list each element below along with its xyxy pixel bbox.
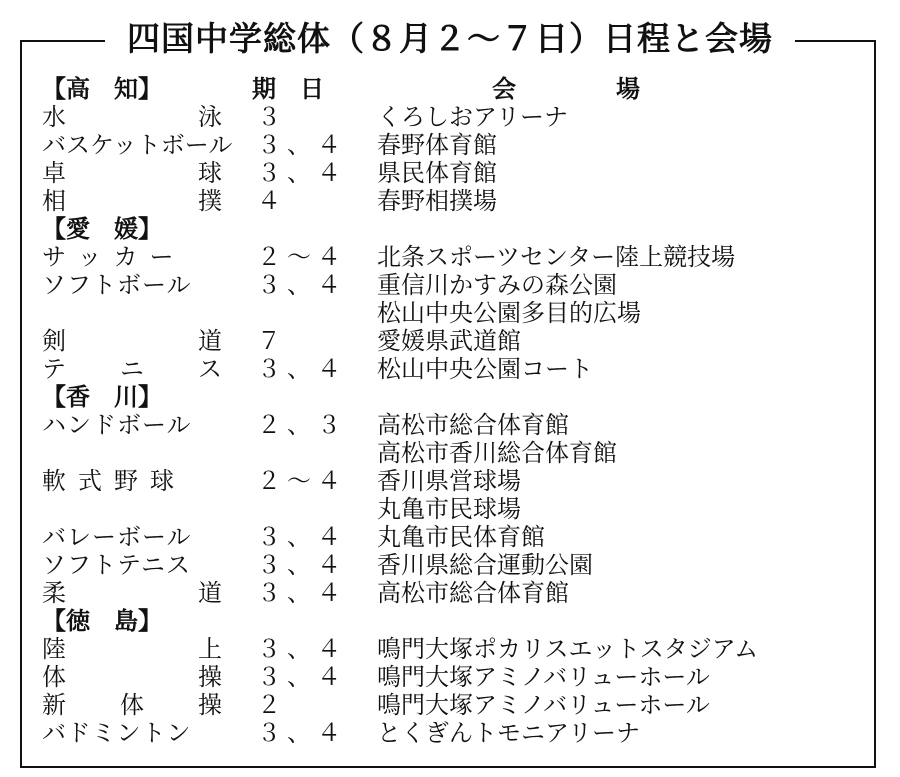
schedule-row bbox=[42, 635, 862, 663]
schedule-row bbox=[42, 719, 862, 747]
page-title: 四国中学総体（８月２～７日）日程と会場 bbox=[105, 14, 795, 64]
sport-name: 卓 球 bbox=[42, 159, 222, 187]
column-header-row bbox=[42, 75, 862, 103]
venue-column-header: 会場 bbox=[492, 75, 740, 103]
sport-name: 柔 道 bbox=[42, 579, 222, 607]
sport-name: 軟式野球 bbox=[42, 467, 186, 495]
prefecture-heading: 【香 川】 bbox=[42, 383, 162, 411]
venue-name: 愛媛県武道館 bbox=[377, 327, 521, 355]
event-dates: ３、４ bbox=[257, 663, 347, 691]
prefecture-heading-row bbox=[42, 607, 862, 635]
venue-name: 鳴門大塚ポカリスエットスタジアム bbox=[377, 635, 759, 663]
schedule-row bbox=[42, 159, 862, 187]
event-dates: ３、４ bbox=[257, 523, 347, 551]
event-dates: ３、４ bbox=[257, 131, 347, 159]
schedule-rows bbox=[42, 103, 862, 747]
event-dates: ２～４ bbox=[257, 467, 347, 495]
prefecture-heading: 【愛 媛】 bbox=[42, 215, 162, 243]
schedule-row bbox=[42, 663, 862, 691]
event-dates: ３、４ bbox=[257, 719, 347, 747]
event-dates: ３、４ bbox=[257, 355, 347, 383]
venue-name: くろしおアリーナ bbox=[377, 103, 569, 131]
schedule-row bbox=[42, 327, 862, 355]
sport-name: バドミントン bbox=[42, 719, 192, 747]
title-bar bbox=[0, 14, 900, 64]
venue-name: 春野相撲場 bbox=[377, 187, 497, 215]
event-dates: ２～４ bbox=[257, 243, 347, 271]
sport-name: バレーボール bbox=[42, 523, 192, 551]
venue-name: 北条スポーツセンター陸上競技場 bbox=[377, 243, 736, 271]
schedule-row bbox=[42, 523, 862, 551]
schedule-row bbox=[42, 495, 862, 523]
schedule-row bbox=[42, 467, 862, 495]
venue-name: 松山中央公園多目的広場 bbox=[377, 299, 641, 327]
sport-name: 水 泳 bbox=[42, 103, 222, 131]
event-dates: ３、４ bbox=[257, 579, 347, 607]
event-dates: ２、３ bbox=[257, 411, 347, 439]
event-dates: ３、４ bbox=[257, 635, 347, 663]
schedule-row bbox=[42, 355, 862, 383]
sport-name: サッカー bbox=[42, 243, 186, 271]
sport-name: ソフトテニス bbox=[42, 551, 192, 579]
venue-name: 春野体育館 bbox=[377, 131, 497, 159]
sport-name: 剣 道 bbox=[42, 327, 222, 355]
prefecture-heading-kochi: 【高 知】 bbox=[42, 75, 162, 103]
sport-name: 体 操 bbox=[42, 663, 222, 691]
sport-name: 相 撲 bbox=[42, 187, 222, 215]
sport-name: ハンドボール bbox=[42, 411, 192, 439]
schedule-row bbox=[42, 271, 862, 299]
sport-name: ソフトボール bbox=[42, 271, 192, 299]
event-dates: ３、４ bbox=[257, 159, 347, 187]
venue-name: 丸亀市民体育館 bbox=[377, 523, 545, 551]
venue-name: 高松市総合体育館 bbox=[377, 579, 569, 607]
venue-name: 鳴門大塚アミノバリューホール bbox=[377, 663, 710, 691]
prefecture-heading-row bbox=[42, 383, 862, 411]
schedule-row bbox=[42, 243, 862, 271]
venue-name: 香川県営球場 bbox=[377, 467, 521, 495]
venue-name: 高松市香川総合体育館 bbox=[377, 439, 617, 467]
schedule-row bbox=[42, 411, 862, 439]
sport-name: 新 体 操 bbox=[42, 691, 222, 719]
venue-name: 高松市総合体育館 bbox=[377, 411, 569, 439]
event-dates: ３、４ bbox=[257, 551, 347, 579]
schedule-row bbox=[42, 439, 862, 467]
schedule-row bbox=[42, 187, 862, 215]
venue-name: 丸亀市民球場 bbox=[377, 495, 521, 523]
venue-name: 重信川かすみの森公園 bbox=[377, 271, 617, 299]
date-column-header: 期日 bbox=[252, 75, 348, 103]
schedule-row bbox=[42, 579, 862, 607]
event-dates: ３、４ bbox=[257, 271, 347, 299]
schedule-row bbox=[42, 103, 862, 131]
event-dates: ３ bbox=[257, 103, 287, 131]
event-dates: ７ bbox=[257, 327, 287, 355]
prefecture-heading-row bbox=[42, 215, 862, 243]
schedule-row bbox=[42, 131, 862, 159]
schedule-row bbox=[42, 691, 862, 719]
event-dates: ４ bbox=[257, 187, 287, 215]
prefecture-heading: 【徳 島】 bbox=[42, 607, 162, 635]
event-dates: ２ bbox=[257, 691, 287, 719]
schedule-row bbox=[42, 299, 862, 327]
venue-name: 香川県総合運動公園 bbox=[377, 551, 593, 579]
venue-name: 鳴門大塚アミノバリューホール bbox=[377, 691, 710, 719]
sport-name: テ ニ ス bbox=[42, 355, 222, 383]
venue-name: 松山中央公園コート bbox=[377, 355, 593, 383]
sport-name: 陸 上 bbox=[42, 635, 222, 663]
venue-name: 県民体育館 bbox=[377, 159, 497, 187]
venue-name: とくぎんトモニアリーナ bbox=[377, 719, 641, 747]
sport-name: バスケットボール bbox=[42, 131, 233, 159]
schedule-row bbox=[42, 551, 862, 579]
